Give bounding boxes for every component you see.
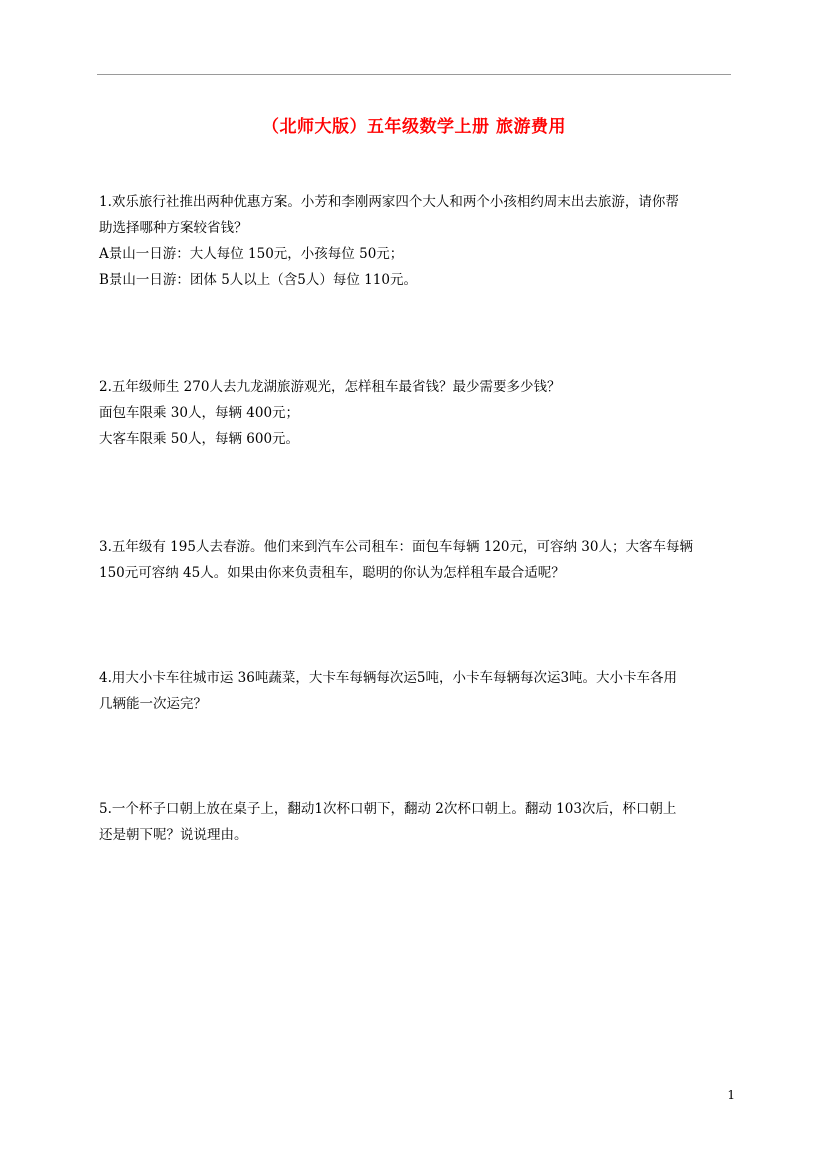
page-number: 1 [727,1088,735,1102]
document-title: （北师大版）五年级数学上册 旅游费用 [262,117,566,137]
question-5 [99,796,735,848]
question-2-line-1: 2.五年级师生 270人去九龙湖旅游观光，怎样租车最省钱？最少需要多少钱？ [99,379,561,395]
question-1-option-b: B景山一日游：团体 5人以上（含5人）每位 110元。 [99,272,417,288]
question-2-line-3: 大客车限乘 50人，每辆 600元。 [99,431,300,447]
question-4-line-1: 4.用大小卡车往城市运 36吨蔬菜，大卡车每辆每次运5吨，小卡车每辆每次运3吨。大小卡车各用 [99,670,678,686]
question-1-option-a: A景山一日游：大人每位 150元，小孩每位 50元； [99,246,404,262]
question-4 [99,665,735,717]
question-2 [99,374,735,452]
question-5-line-1: 5.一个杯子口朝上放在桌子上，翻动1次杯口朝下，翻动 2次杯口朝上。翻动 103次后，杯口朝上 [99,801,677,817]
question-2-line-2: 面包车限乘 30人，每辆 400元； [99,405,300,421]
question-3-line-1: 3.五年级有 195人去春游。他们来到汽车公司租车：面包车每辆 120元，可容纳 30人；大客车每辆 [99,539,693,555]
header-rule [97,74,731,75]
question-4-line-2: 几辆能一次运完？ [99,696,207,712]
question-1-line-1: 1.欢乐旅行社推出两种优惠方案。小芳和李刚两家四个大人和两个小孩相约周末出去旅游，请你帮 [99,194,679,210]
question-3-line-2: 150元可容纳 45人。如果由你来负责租车，聪明的你认为怎样租车最合适呢？ [99,565,565,581]
question-1 [99,189,735,293]
question-3 [99,534,735,586]
question-5-line-2: 还是朝下呢？说说理由。 [99,827,248,843]
question-1-line-2: 助选择哪种方案较省钱？ [99,220,248,236]
